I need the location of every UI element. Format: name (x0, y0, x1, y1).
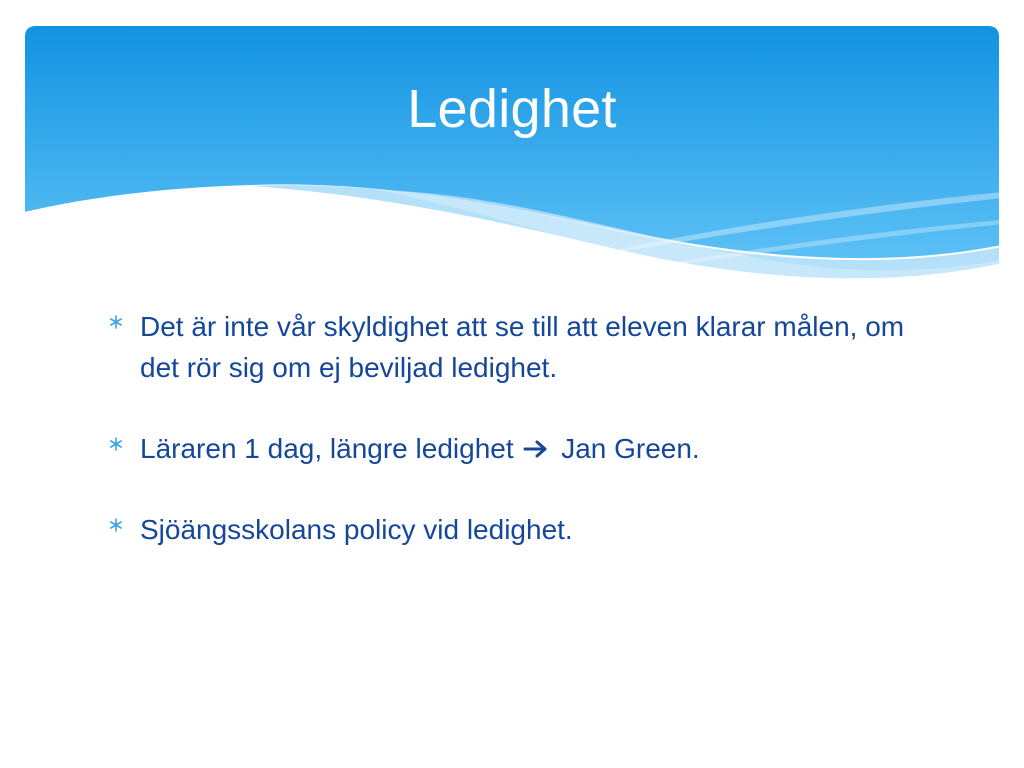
bullet-text-after-arrow: Jan Green. (561, 433, 700, 464)
bullet-list (108, 306, 908, 550)
bullet-text: Sjöängsskolans policy vid ledighet. (140, 514, 573, 545)
bullet-item (108, 428, 908, 469)
slide-title: Ledighet (407, 79, 617, 139)
asterisk-bullet-icon (108, 314, 124, 330)
asterisk-bullet-icon (108, 436, 124, 452)
bullet-text: Det är inte vår skyldighet att se till att eleven klarar målen, om det rör sig om ej beviljad ledighet. (140, 311, 905, 383)
bullet-item (108, 306, 908, 388)
header-banner (0, 0, 1024, 300)
asterisk-bullet-icon (108, 517, 124, 533)
bullet-item (108, 509, 908, 550)
arrow-right-icon (523, 439, 549, 459)
bullet-text: Läraren 1 dag, längre ledighet (140, 433, 514, 464)
